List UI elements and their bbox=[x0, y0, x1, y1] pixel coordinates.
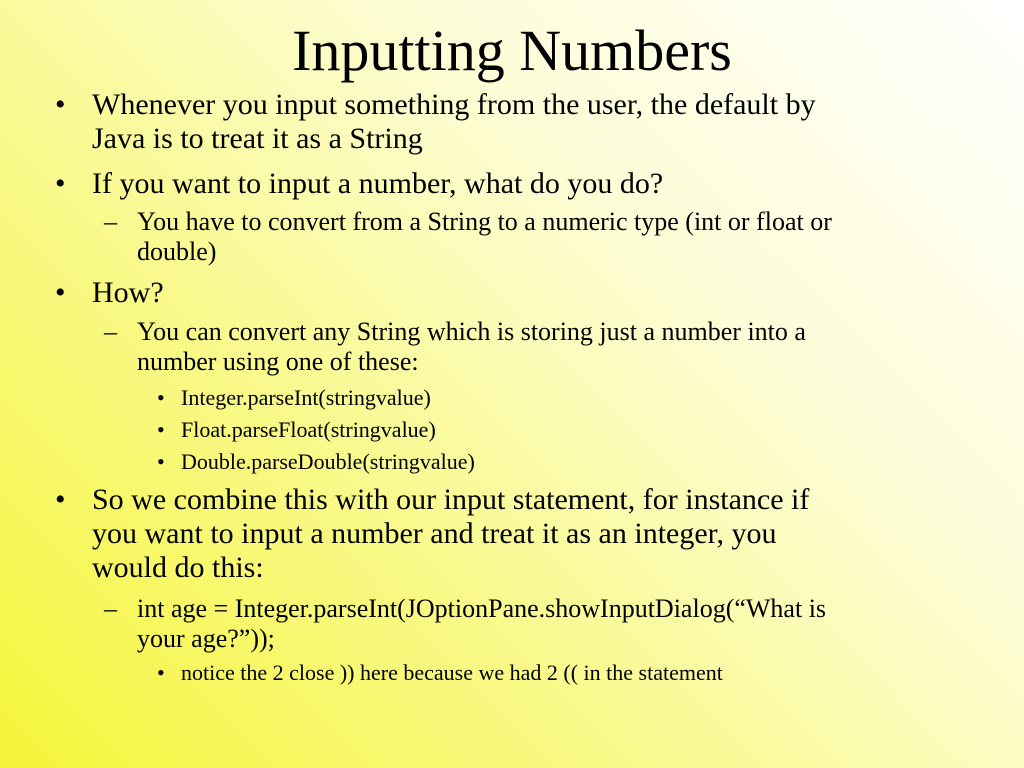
bullet-text-line: you want to input a number and treat it as an integer, you bbox=[92, 517, 777, 550]
small-bullet-marker: • bbox=[157, 385, 165, 410]
bullet-marker: • bbox=[55, 483, 66, 516]
bullet-text-line: If you want to input a number, what do you do? bbox=[92, 167, 664, 200]
bullet-marker: • bbox=[55, 167, 66, 200]
sub-bullet-text-line: double) bbox=[137, 237, 217, 266]
bullet-text-line: Java is to treat it as a String bbox=[92, 122, 423, 155]
bullet-text-line: How? bbox=[92, 276, 164, 309]
dash-marker: – bbox=[104, 207, 117, 236]
bullet-text-line: So we combine this with our input statement, for instance if bbox=[92, 483, 810, 516]
sub-bullet-text-line: You have to convert from a String to a numeric type (int or float or bbox=[137, 207, 832, 236]
bullet-text-line: Whenever you input something from the user, the default by bbox=[92, 88, 816, 121]
dash-marker: – bbox=[104, 317, 117, 346]
bullet-marker: • bbox=[55, 276, 66, 309]
sub-bullet-text-line: int age = Integer.parseInt(JOptionPane.showInputDialog(“What is bbox=[137, 594, 827, 623]
bullet-marker: • bbox=[55, 88, 66, 121]
sub-sub-bullet-text-line: Float.parseFloat(stringvalue) bbox=[181, 417, 436, 442]
sub-sub-bullet-text-line: Double.parseDouble(stringvalue) bbox=[181, 449, 475, 474]
dash-marker: – bbox=[104, 594, 117, 623]
slide-title: Inputting Numbers bbox=[292, 18, 732, 83]
sub-sub-bullet-text-line: Integer.parseInt(stringvalue) bbox=[181, 385, 431, 410]
bullet-text-line: would do this: bbox=[92, 551, 264, 584]
sub-sub-bullet-text-line: notice the 2 close )) here because we had 2 (( in the statement bbox=[181, 660, 723, 685]
sub-bullet-text-line: You can convert any String which is storing just a number into a bbox=[137, 317, 806, 346]
sub-bullet-text-line: your age?”)); bbox=[137, 624, 275, 653]
small-bullet-marker: • bbox=[157, 417, 165, 442]
sub-bullet-text-line: number using one of these: bbox=[137, 347, 419, 376]
small-bullet-marker: • bbox=[157, 660, 165, 685]
small-bullet-marker: • bbox=[157, 449, 165, 474]
